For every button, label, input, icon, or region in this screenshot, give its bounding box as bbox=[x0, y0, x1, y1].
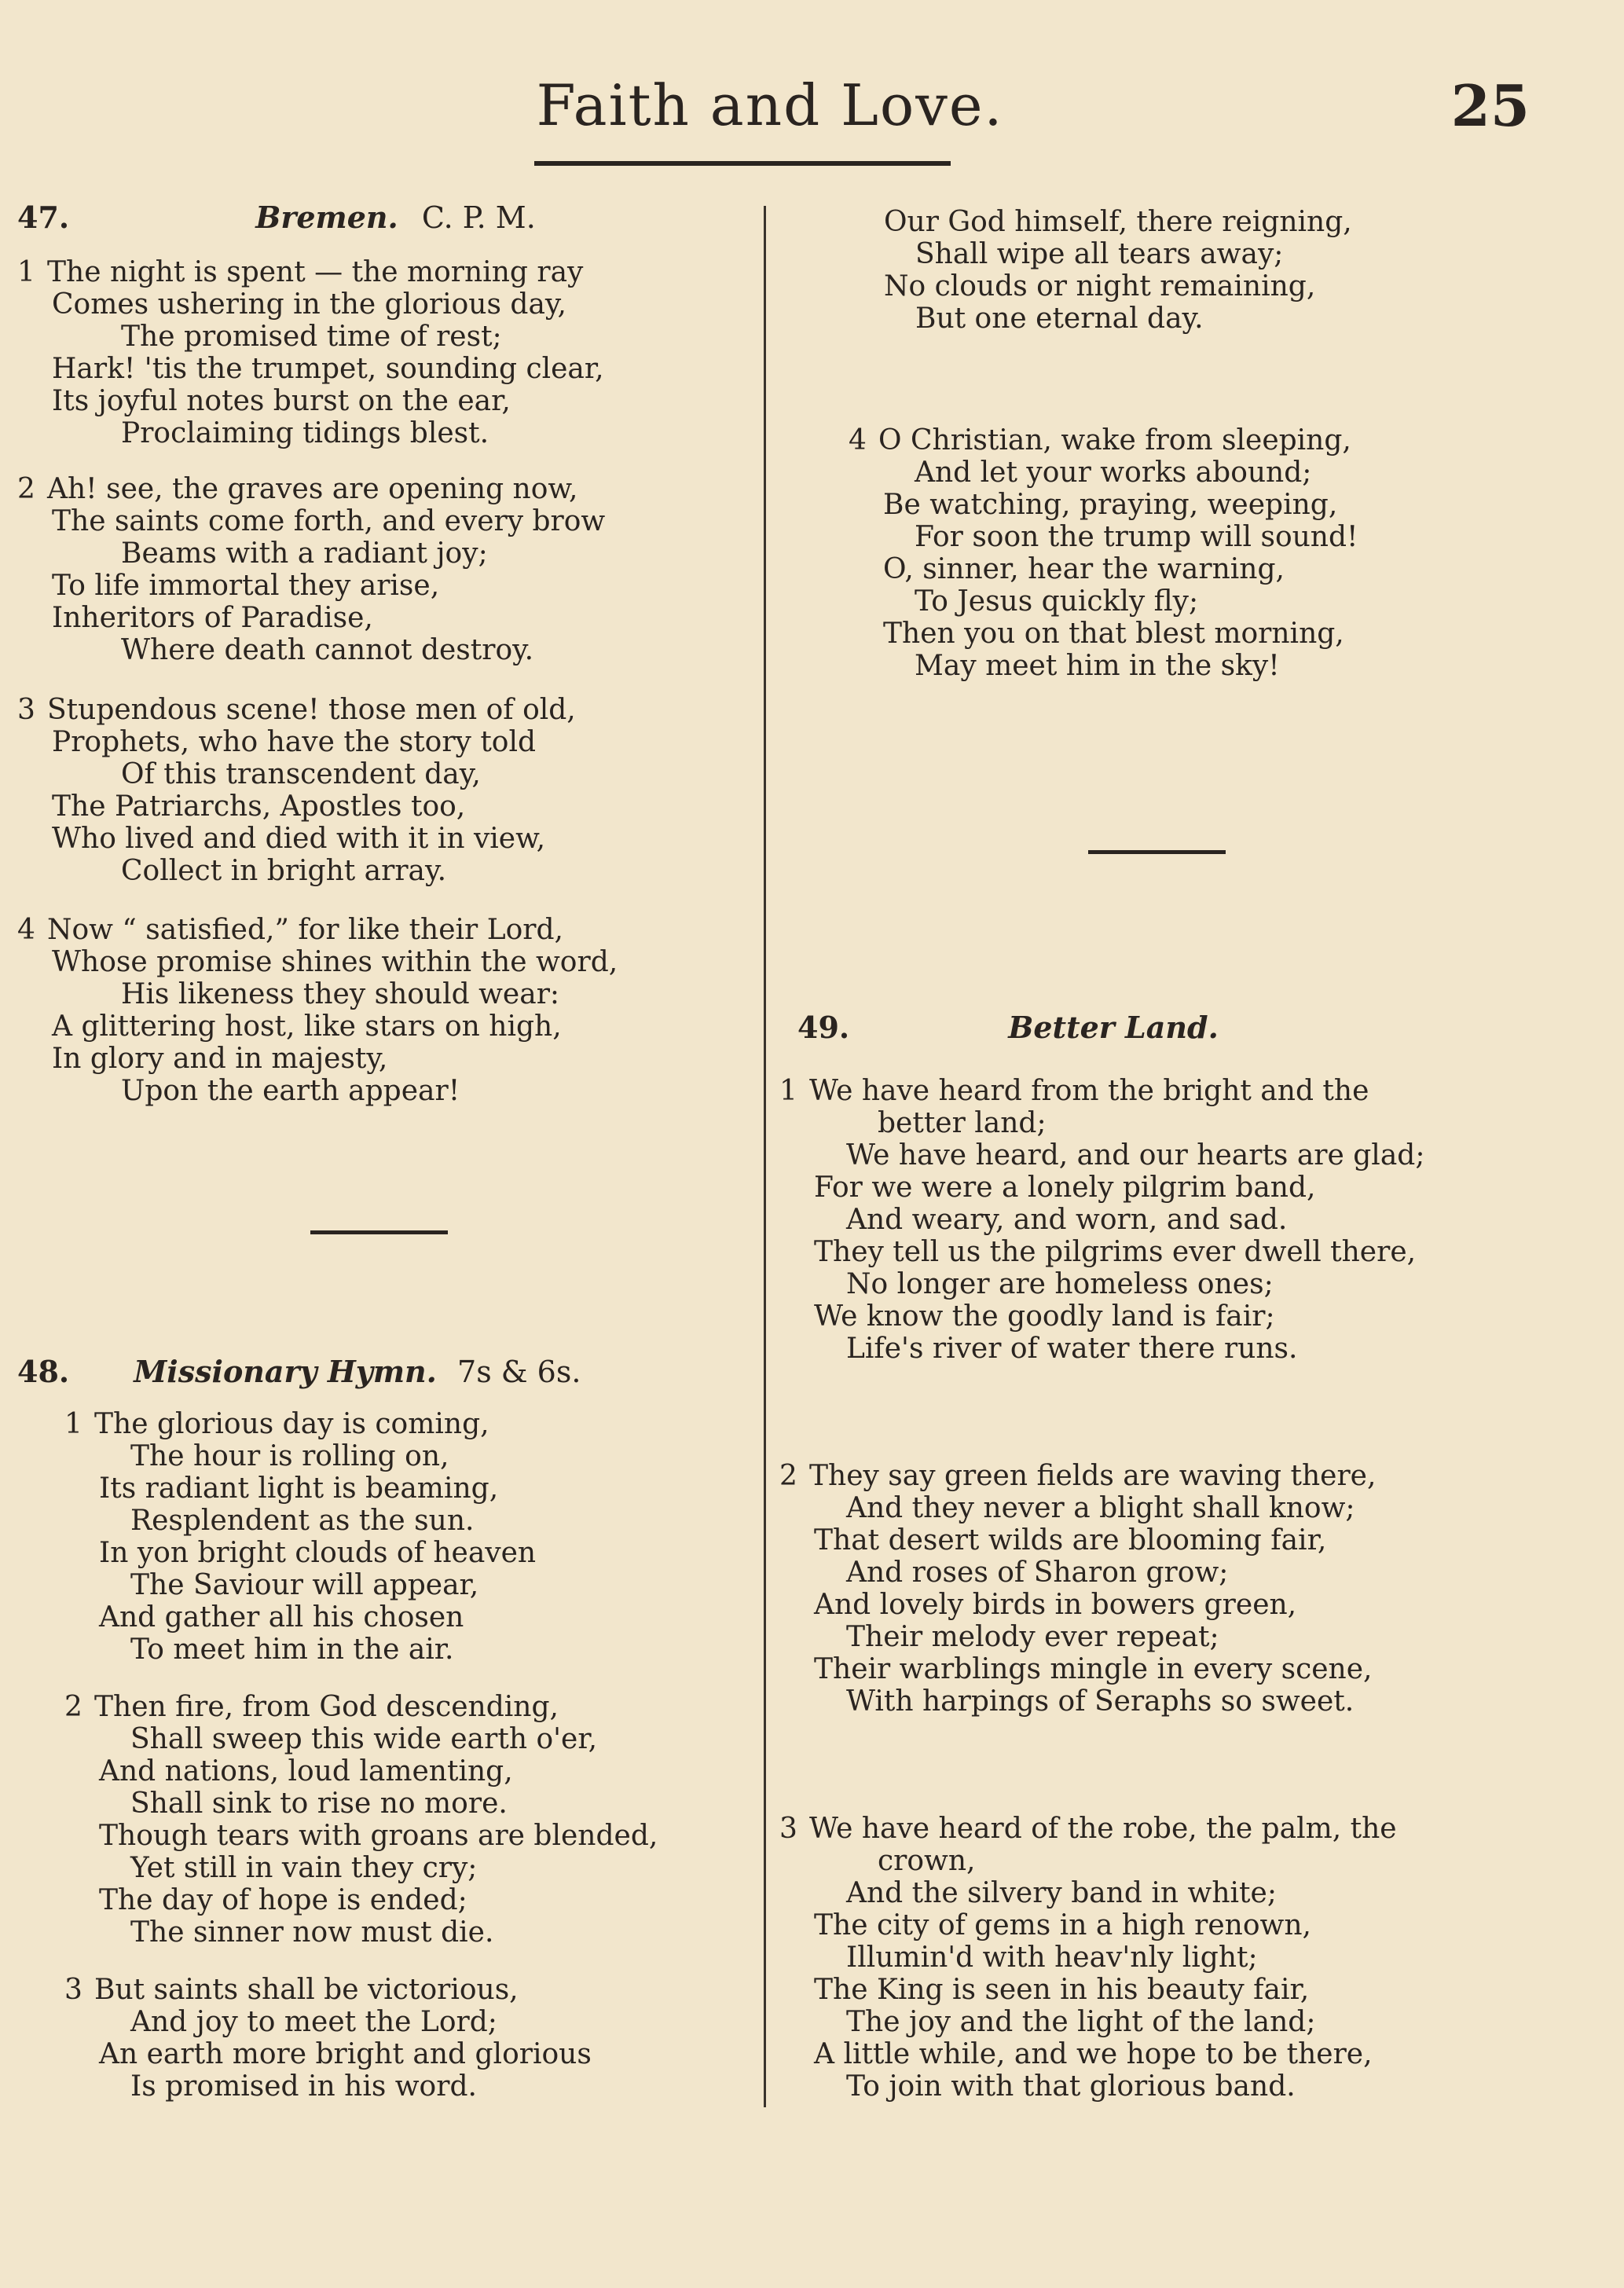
hymn-49-stanza-1 bbox=[779, 1075, 1424, 1365]
hymn-line: Where death cannot destroy. bbox=[121, 634, 534, 666]
running-title: Faith and Love. bbox=[536, 72, 1004, 138]
hymn-number: 48. bbox=[17, 1354, 70, 1389]
hymn-line: To join with that glorious band. bbox=[846, 2070, 1296, 2103]
hymn-48-stanza-1 bbox=[64, 1408, 536, 1666]
hymn-meter: C. P. M. bbox=[421, 200, 536, 235]
hymn-line: We have heard, and our hearts are glad; bbox=[846, 1139, 1425, 1172]
hymn-47-stanza-2 bbox=[17, 473, 605, 666]
hymn-line: Beams with a radiant joy; bbox=[121, 537, 488, 570]
hymn-49-stanza-3 bbox=[779, 1813, 1397, 2103]
hymn-line: And joy to meet the Lord; bbox=[130, 2006, 497, 2038]
hymn-line: And let your works abound; bbox=[915, 456, 1312, 489]
hymn-49-heading bbox=[797, 1010, 1219, 1045]
hymn-line: To meet him in the air. bbox=[130, 1634, 454, 1666]
section-rule bbox=[310, 1230, 448, 1234]
stanza-number: 4 bbox=[17, 914, 35, 946]
stanza-number: 2 bbox=[64, 1691, 82, 1723]
stanza-number: 1 bbox=[17, 256, 35, 288]
hymn-47-stanza-3 bbox=[17, 694, 576, 887]
hymn-line: And gather all his chosen bbox=[99, 1601, 464, 1634]
hymn-48-stanza-4 bbox=[849, 424, 1358, 682]
hymn-47-stanza-4 bbox=[17, 914, 618, 1107]
hymn-line: Hark! 'tis the trumpet, sounding clear, bbox=[52, 353, 604, 385]
stanza-number: 4 bbox=[849, 424, 867, 456]
hymn-line: Who lived and died with it in view, bbox=[52, 823, 546, 855]
hymn-line: Then you on that blest morning, bbox=[883, 618, 1344, 650]
hymn-line: The Saviour will appear, bbox=[130, 1569, 479, 1601]
stanza-number: 1 bbox=[779, 1075, 797, 1107]
hymn-meter: 7s & 6s. bbox=[457, 1355, 581, 1389]
hymn-line: Illumin'd with heav'nly light; bbox=[846, 1942, 1258, 1974]
hymn-line: His likeness they should wear: bbox=[121, 978, 560, 1010]
hymn-line: The promised time of rest; bbox=[121, 321, 502, 353]
stanza-number: 2 bbox=[779, 1460, 797, 1492]
hymn-line: The King is seen in his beauty fair, bbox=[814, 1974, 1310, 2006]
hymn-line: With harpings of Seraphs so sweet. bbox=[846, 1685, 1355, 1718]
hymn-48-stanza-2 bbox=[64, 1691, 658, 1949]
hymn-line: A glittering host, like stars on high, bbox=[52, 1010, 562, 1043]
hymn-line: Stupendous scene! those men of old, bbox=[47, 694, 576, 726]
hymn-line: May meet him in the sky! bbox=[915, 650, 1280, 682]
hymn-line: The joy and the light of the land; bbox=[846, 2006, 1316, 2038]
hymn-line: Upon the earth appear! bbox=[121, 1075, 460, 1107]
hymn-47-heading bbox=[17, 200, 536, 235]
hymn-line: Is promised in his word. bbox=[130, 2070, 477, 2103]
hymn-line: They say green fields are waving there, bbox=[809, 1460, 1377, 1492]
hymn-48-stanza-3a bbox=[64, 1974, 592, 2103]
hymn-line: To life immortal they arise, bbox=[52, 570, 440, 602]
hymn-line: O Christian, wake from sleeping, bbox=[878, 424, 1351, 456]
hymn-line: To Jesus quickly fly; bbox=[915, 585, 1199, 618]
hymn-tune: Better Land. bbox=[1008, 1010, 1219, 1045]
stanza-number: 2 bbox=[17, 473, 35, 505]
hymn-line: Comes ushering in the glorious day, bbox=[52, 288, 566, 321]
hymn-line: Life's river of water there runs. bbox=[846, 1333, 1298, 1365]
hymn-line: For we were a lonely pilgrim band, bbox=[814, 1172, 1316, 1204]
hymn-line: And lovely birds in bowers green, bbox=[814, 1589, 1297, 1621]
hymn-number: 47. bbox=[17, 200, 70, 235]
hymn-line: Prophets, who have the story told bbox=[52, 726, 537, 758]
column-divider bbox=[764, 206, 766, 2107]
hymn-line: Proclaiming tidings blest. bbox=[121, 417, 489, 449]
hymn-line: That desert wilds are blooming fair, bbox=[814, 1524, 1327, 1556]
header-rule bbox=[534, 161, 951, 166]
hymn-line: The day of hope is ended; bbox=[99, 1884, 467, 1916]
hymn-line: Collect in bright array. bbox=[121, 855, 447, 887]
page-number: 25 bbox=[1450, 72, 1530, 139]
hymn-line: In yon bright clouds of heaven bbox=[99, 1537, 537, 1569]
hymn-line: For soon the trump will sound! bbox=[915, 521, 1358, 553]
section-rule bbox=[1088, 850, 1226, 854]
hymn-line: Ah! see, the graves are opening now, bbox=[47, 473, 578, 505]
hymn-line: The Patriarchs, Apostles too, bbox=[52, 790, 466, 823]
hymn-line: Yet still in vain they cry; bbox=[130, 1852, 478, 1884]
hymn-line: Then fire, from God descending, bbox=[94, 1691, 559, 1723]
stanza-number: 3 bbox=[17, 694, 35, 726]
hymn-line: Our God himself, there reigning, bbox=[884, 206, 1352, 238]
hymn-line: crown, bbox=[878, 1845, 976, 1877]
hymn-49-stanza-2 bbox=[779, 1460, 1376, 1718]
hymn-tune: Bremen. bbox=[255, 200, 398, 235]
stanza-number: 3 bbox=[779, 1813, 797, 1845]
hymn-line: Though tears with groans are blended, bbox=[99, 1820, 658, 1852]
hymn-line: Their melody ever repeat; bbox=[846, 1621, 1219, 1653]
hymn-line: We know the goodly land is fair; bbox=[814, 1300, 1275, 1333]
hymn-line: better land; bbox=[878, 1107, 1047, 1139]
hymn-line: Now “ satisfied,” for like their Lord, bbox=[47, 914, 563, 946]
hymn-line: The saints come forth, and every brow bbox=[52, 505, 606, 537]
hymn-line: Of this transcendent day, bbox=[121, 758, 481, 790]
hymn-47-stanza-1 bbox=[17, 256, 604, 449]
hymn-48-stanza-3b bbox=[884, 206, 1352, 335]
hymn-line: We have heard from the bright and the bbox=[809, 1075, 1369, 1107]
hymn-line: Shall sweep this wide earth o'er, bbox=[130, 1723, 598, 1755]
hymn-line: The glorious day is coming, bbox=[94, 1408, 489, 1440]
hymn-line: In glory and in majesty, bbox=[52, 1043, 388, 1075]
hymn-line: O, sinner, hear the warning, bbox=[883, 553, 1285, 585]
hymn-line: The night is spent — the morning ray bbox=[47, 256, 584, 288]
hymn-line: But one eternal day. bbox=[915, 302, 1204, 335]
hymn-line: And weary, and worn, and sad. bbox=[846, 1204, 1288, 1236]
hymn-number: 49. bbox=[797, 1010, 850, 1045]
hymn-line: Resplendent as the sun. bbox=[130, 1505, 475, 1537]
hymn-line: And roses of Sharon grow; bbox=[846, 1556, 1229, 1589]
hymn-line: Whose promise shines within the word, bbox=[52, 946, 618, 978]
hymn-line: They tell us the pilgrims ever dwell there, bbox=[814, 1236, 1417, 1268]
hymn-line: And nations, loud lamenting, bbox=[99, 1755, 513, 1788]
hymn-line: A little while, and we hope to be there, bbox=[814, 2038, 1373, 2070]
hymn-line: And they never a blight shall know; bbox=[846, 1492, 1355, 1524]
stanza-number: 3 bbox=[64, 1974, 82, 2006]
hymn-line: Inheritors of Paradise, bbox=[52, 602, 373, 634]
hymn-line: The sinner now must die. bbox=[130, 1916, 494, 1949]
hymn-line: No longer are homeless ones; bbox=[846, 1268, 1274, 1300]
hymn-line: Their warblings mingle in every scene, bbox=[814, 1653, 1373, 1685]
hymn-line: The city of gems in a high renown, bbox=[814, 1909, 1311, 1942]
hymn-line: Its radiant light is beaming, bbox=[99, 1472, 499, 1505]
hymn-line: Shall sink to rise no more. bbox=[130, 1788, 508, 1820]
hymn-line: The hour is rolling on, bbox=[130, 1440, 449, 1472]
hymn-line: But saints shall be victorious, bbox=[94, 1974, 519, 2006]
hymn-48-heading bbox=[17, 1355, 581, 1389]
hymn-line: Its joyful notes burst on the ear, bbox=[52, 385, 511, 417]
hymn-line: And the silvery band in white; bbox=[846, 1877, 1277, 1909]
hymn-line: We have heard of the robe, the palm, the bbox=[809, 1813, 1397, 1845]
hymn-line: Shall wipe all tears away; bbox=[915, 238, 1284, 270]
hymn-line: An earth more bright and glorious bbox=[99, 2038, 592, 2070]
hymn-line: Be watching, praying, weeping, bbox=[883, 489, 1338, 521]
hymn-line: No clouds or night remaining, bbox=[884, 270, 1316, 302]
hymn-tune: Missionary Hymn. bbox=[134, 1354, 437, 1389]
stanza-number: 1 bbox=[64, 1408, 82, 1440]
